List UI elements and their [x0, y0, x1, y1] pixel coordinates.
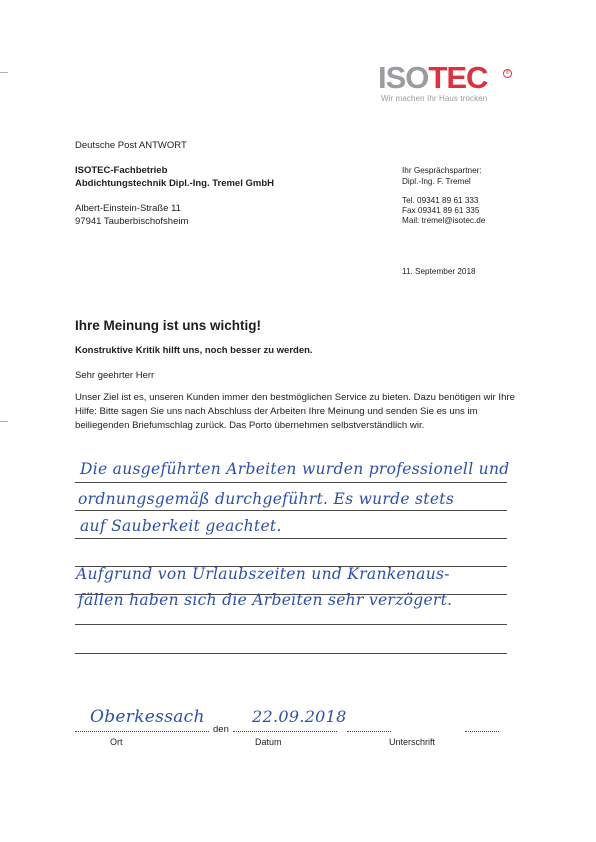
contact-label: Ihr Gesprächspartner:	[402, 166, 482, 175]
handwritten-line-2: ordnungsgemäß durchgeführt. Es wurde stets	[78, 490, 455, 508]
reply-mark: Deutsche Post ANTWORT	[75, 140, 187, 151]
caption-ort: Ort	[110, 737, 123, 747]
contact-fax: Fax 09341 89 61 335	[402, 206, 480, 215]
letter-date: 11. September 2018	[402, 267, 476, 276]
writing-line-1	[75, 482, 507, 483]
logo-iso: ISO	[378, 60, 429, 95]
company-subtitle: Abdichtungstechnik Dipl.-Ing. Tremel GmbH	[75, 178, 274, 189]
company-name: ISOTEC-Fachbetrieb	[75, 165, 168, 176]
writing-line-3	[75, 538, 507, 539]
handwritten-place: Oberkessach	[90, 707, 205, 727]
letter-subtitle: Konstruktive Kritik hilft uns, noch besser zu werden.	[75, 345, 313, 356]
handwritten-line-4: Aufgrund von Urlaubszeiten und Krankenaus-	[76, 565, 450, 583]
caption-unterschrift: Unterschrift	[389, 737, 436, 747]
registered-mark: ®	[503, 69, 512, 78]
date-connector: den	[213, 724, 229, 735]
contact-mail: Mail: tremel@isotec.de	[402, 216, 486, 225]
signature-dotted-line-right	[465, 731, 499, 732]
isotec-logo	[378, 62, 508, 106]
letter-body: Unser Ziel ist es, unseren Kunden immer den bestmöglichen Service zu bieten. Dazu benötigen wir Ihre Hilfe: Bitte sagen Sie uns nach Abschluss der Arbeiten Ihre Meinung und senden Sie es uns im beiliegenden Briefumschlag zurück. Das Porto übernehmen selbstverständlich wir.	[75, 392, 515, 431]
fold-mark-top	[0, 72, 8, 73]
handwritten-line-1: Die ausgeführten Arbeiten wurden professionell und	[80, 460, 510, 478]
handwritten-date: 22.09.2018	[252, 707, 347, 726]
writing-line-2	[75, 510, 507, 511]
contact-name: Dipl.-Ing. F. Tremel	[402, 177, 471, 186]
contact-tel: Tel. 09341 89 61 333	[402, 196, 479, 205]
writing-line-6	[75, 624, 507, 625]
signature-dotted-line-left	[347, 731, 391, 732]
logo-slogan: Wir machen Ihr Haus trocken	[381, 94, 488, 103]
handwritten-line-5: fällen haben sich die Arbeiten sehr verzögert.	[78, 591, 453, 609]
city-address: 97941 Tauberbischofsheim	[75, 216, 189, 227]
logo-wordmark	[378, 62, 487, 94]
logo-tec: TEC	[428, 60, 488, 95]
fold-mark-middle	[0, 421, 8, 422]
writing-line-7	[75, 653, 507, 654]
letter-title: Ihre Meinung ist uns wichtig!	[75, 318, 262, 333]
caption-datum: Datum	[255, 737, 282, 747]
handwritten-line-3: auf Sauberkeit geachtet.	[80, 517, 282, 535]
place-dotted-line	[75, 731, 209, 732]
date-dotted-line	[233, 731, 337, 732]
salutation: Sehr geehrter Herr	[75, 370, 155, 381]
street-address: Albert-Einstein-Straße 11	[75, 203, 181, 214]
